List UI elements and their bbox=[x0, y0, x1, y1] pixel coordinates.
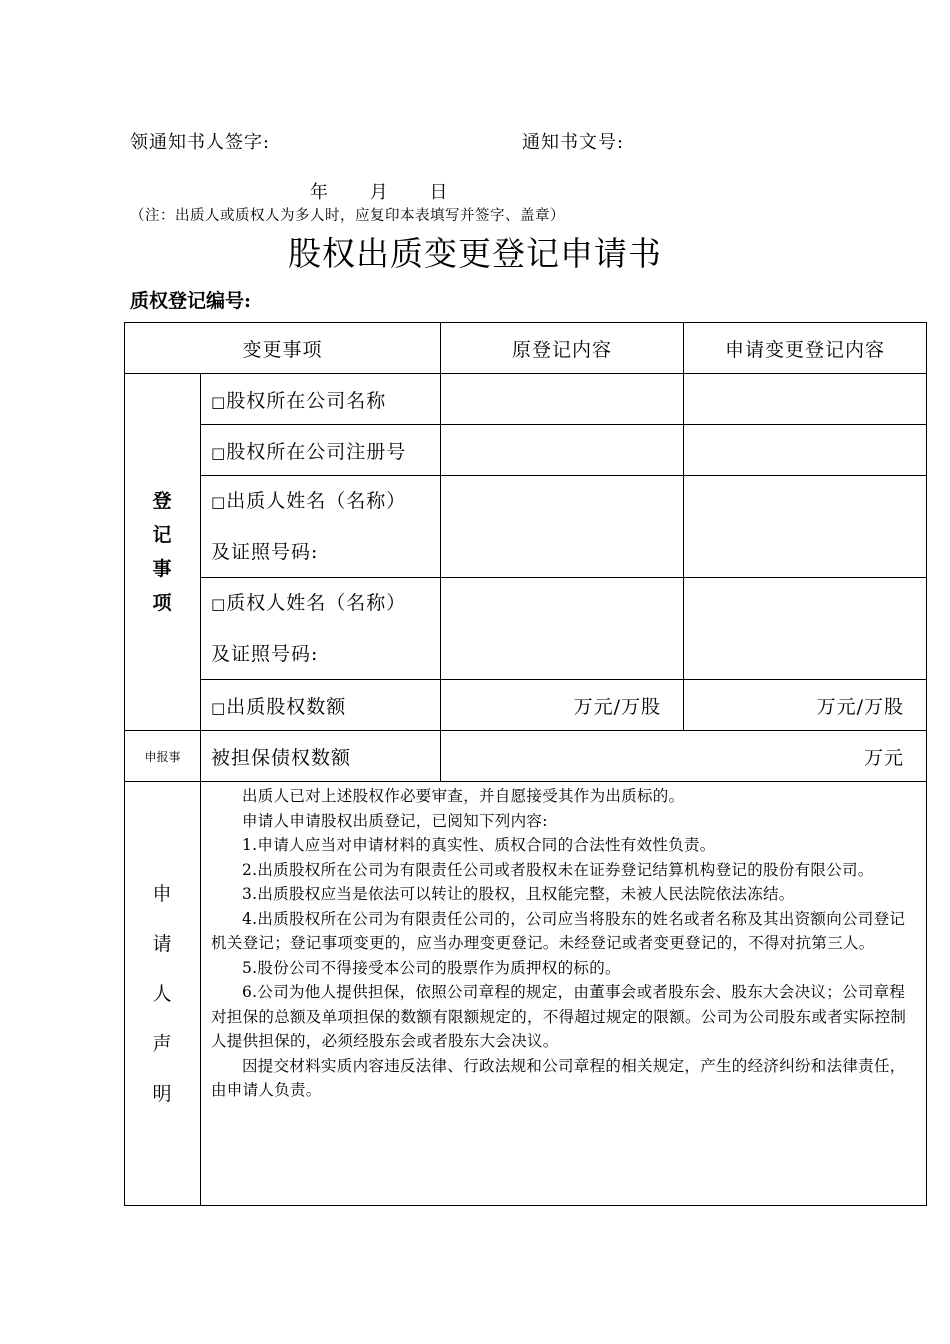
secured-debt-label: 被担保债权数额 bbox=[201, 731, 441, 782]
row-pledgor: □出质人姓名（名称） 及证照号码: bbox=[201, 476, 441, 578]
declaration-section-label: 申 请 人 声 明 bbox=[125, 782, 201, 1206]
table-row bbox=[125, 374, 927, 425]
declaration-paragraph: 1.申请人应当对申请材料的真实性、质权合同的合法性有效性负责。 bbox=[242, 836, 716, 854]
declaration-paragraph: 出质人已对上述股权作必要审查，并自愿接受其作为出质标的。 bbox=[242, 787, 685, 805]
original-pledgor-cell[interactable] bbox=[441, 476, 684, 578]
table-row bbox=[125, 476, 927, 578]
page-title: 股权出质变更登记申请书 bbox=[288, 234, 662, 273]
date-line bbox=[310, 178, 483, 204]
declaration-row bbox=[125, 782, 927, 1206]
original-company-reg-no-cell[interactable] bbox=[441, 425, 684, 476]
registration-number-label: 质权登记编号: bbox=[130, 290, 252, 312]
row-company-reg-no: □股权所在公司注册号 bbox=[201, 425, 441, 476]
table-row bbox=[125, 680, 927, 731]
note: （注：出质人或质权人为多人时，应复印本表填写并签字、盖章） bbox=[130, 208, 565, 224]
row-equity-amount: □出质股权数额 bbox=[201, 680, 441, 731]
new-company-name-cell[interactable] bbox=[684, 374, 927, 425]
table-header-row bbox=[125, 323, 927, 374]
header-new-content: 申请变更登记内容 bbox=[684, 323, 927, 374]
filing-item-label: 申报事 bbox=[125, 731, 201, 782]
signer-label: 领通知书人签字: bbox=[130, 132, 271, 153]
original-pledgee-cell[interactable] bbox=[441, 578, 684, 680]
new-equity-amount-cell[interactable]: 万元/万股 bbox=[684, 680, 927, 731]
declaration-paragraph: 4.出质股权所在公司为有限责任公司的，公司应当将股东的姓名或者名称及其出资额向公司登记机关登记；登记事项变更的，应当办理变更登记。未经登记或者变更登记的，不得对抗第三人。 bbox=[211, 909, 906, 952]
declaration-paragraph: 6.公司为他人提供担保，依照公司章程的规定，由董事会或者股东会、股东大会决议；公司章程对担保的总额及单项担保的数额有限额规定的，不得超过规定的限额。公司为公司股东或者实际控制人提供担保的，必须经股东会或者股东大会决议。 bbox=[211, 983, 907, 1050]
header-original-content: 原登记内容 bbox=[441, 323, 684, 374]
checkbox-pledgor[interactable]: □ bbox=[211, 493, 227, 511]
date-day: 日 bbox=[429, 182, 448, 203]
declaration-text bbox=[201, 782, 927, 1206]
secured-debt-amount-cell[interactable]: 万元 bbox=[441, 731, 927, 782]
declaration-paragraph: 2.出质股权所在公司为有限责任公司或者股权未在证券登记结算机构登记的股份有限公司。 bbox=[242, 860, 874, 879]
table-row bbox=[125, 425, 927, 476]
checkbox-equity-amount[interactable]: □ bbox=[211, 698, 227, 717]
declaration-paragraph: 因提交材料实质内容违反法律、行政法规和公司章程的相关规定，产生的经济纠纷和法律责任，由申请人负责。 bbox=[211, 1056, 906, 1099]
application-form-table bbox=[124, 322, 927, 1206]
checkbox-pledgee[interactable]: □ bbox=[211, 595, 227, 613]
new-company-reg-no-cell[interactable] bbox=[684, 425, 927, 476]
original-equity-amount-cell[interactable]: 万元/万股 bbox=[441, 680, 684, 731]
table-row bbox=[125, 731, 927, 782]
date-year: 年 bbox=[310, 182, 328, 203]
original-company-name-cell[interactable] bbox=[441, 374, 684, 425]
date-month: 月 bbox=[369, 182, 388, 203]
header-change-item: 变更事项 bbox=[125, 323, 441, 374]
row-pledgee: □质权人姓名（名称） 及证照号码: bbox=[201, 578, 441, 680]
table-row bbox=[125, 578, 927, 680]
declaration-paragraph: 申请人申请股权出质登记，已阅知下列内容: bbox=[242, 811, 548, 830]
declaration-paragraph: 5.股份公司不得接受本公司的股票作为质押权的标的。 bbox=[242, 958, 621, 977]
notice-number-label: 通知书文号: bbox=[522, 132, 625, 153]
checkbox-company-name[interactable]: □ bbox=[211, 392, 227, 411]
new-pledgor-cell[interactable] bbox=[684, 476, 927, 578]
checkbox-company-reg-no[interactable]: □ bbox=[211, 443, 227, 462]
section-label-registration-items: 登 记 事 项 bbox=[125, 374, 201, 731]
new-pledgee-cell[interactable] bbox=[684, 578, 927, 680]
declaration-paragraph: 3.出质股权应当是依法可以转让的股权，且权能完整，未被人民法院依法冻结。 bbox=[242, 885, 795, 903]
row-company-name: □股权所在公司名称 bbox=[201, 374, 441, 425]
